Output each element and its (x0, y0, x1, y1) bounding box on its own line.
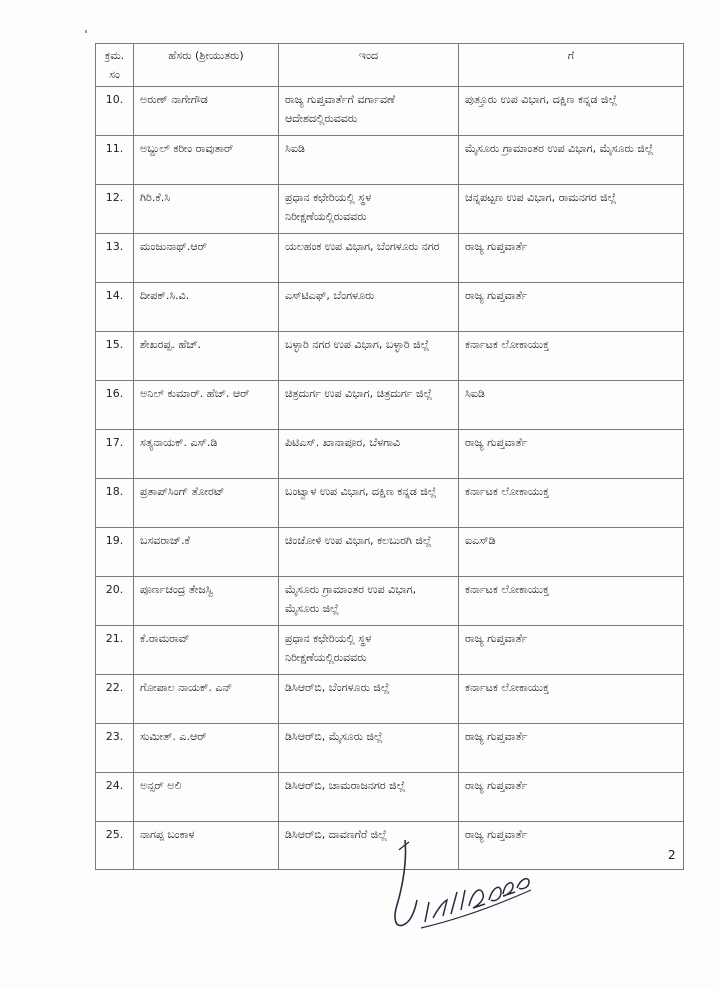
header-name: ಹೆಸರು (ಶ್ರೀಯುತರು) (134, 44, 279, 87)
cell-to: ರಾಜ್ಯ ಗುಪ್ತವಾರ್ತೆ (459, 773, 684, 822)
cell-serial: 10. (96, 87, 134, 136)
scan-mark (85, 30, 87, 33)
cell-to: ಸಿಐಡಿ (459, 381, 684, 430)
cell-serial: 15. (96, 332, 134, 381)
cell-to: ಮೈಸೂರು ಗ್ರಾಮಾಂತರ ಉಪ ವಿಭಾಗ, ಮೈಸೂರು ಜಿಲ್ಲೆ (459, 136, 684, 185)
table-row (96, 283, 684, 332)
table-row (96, 234, 684, 283)
cell-to: ಕರ್ನಾಟಕ ಲೋಕಾಯುಕ್ತ (459, 577, 684, 626)
cell-name: ಪೂರ್ಣಚಂದ್ರ ತೇಜಸ್ವಿ (134, 577, 279, 626)
table-row (96, 87, 684, 136)
cell-to: ಕರ್ನಾಟಕ ಲೋಕಾಯುಕ್ತ (459, 332, 684, 381)
cell-serial: 23. (96, 724, 134, 773)
cell-from: ಬಳ್ಳಾರಿ ನಗರ ಉಪ ವಿಭಾಗ, ಬಳ್ಳಾರಿ ಜಿಲ್ಲೆ (279, 332, 459, 381)
handwritten-signature (385, 830, 535, 940)
table-row (96, 381, 684, 430)
cell-serial: 20. (96, 577, 134, 626)
cell-from: ಮೈಸೂರು ಗ್ರಾಮಾಂತರ ಉಪ ವಿಭಾಗ, ಮೈಸೂರು ಜಿಲ್ಲೆ (279, 577, 459, 626)
cell-serial: 19. (96, 528, 134, 577)
cell-name: ಸತ್ಯನಾಯಕ್. ಎಸ್.ಡಿ (134, 430, 279, 479)
cell-serial: 22. (96, 675, 134, 724)
cell-from: ಪ್ರಧಾನ ಕಛೇರಿಯಲ್ಲಿ ಸ್ಥಳ ನಿರೀಕ್ಷಣೆಯಲ್ಲಿರುವವರು (279, 626, 459, 675)
cell-to: ರಾಜ್ಯ ಗುಪ್ತವಾರ್ತೆ (459, 724, 684, 773)
header-from: ಇಂದ (279, 44, 459, 87)
cell-from: ರಾಜ್ಯ ಗುಪ್ತವಾರ್ತೆಗೆ ವರ್ಗಾವಣೆ ಆದೇಶದಲ್ಲಿರುವವರು (279, 87, 459, 136)
cell-from: ಎಸ್‌ಟಿಎಫ್, ಬೆಂಗಳೂರು (279, 283, 459, 332)
cell-from: ಡಿಸಿಆರ್‌ಬಿ, ಮೈಸೂರು ಜಿಲ್ಲೆ (279, 724, 459, 773)
cell-name: ಕೆ.ರಾಮರಾವ್ (134, 626, 279, 675)
cell-serial: 17. (96, 430, 134, 479)
cell-name: ಶೇಖರಪ್ಪ. ಹೆಚ್. (134, 332, 279, 381)
cell-serial: 11. (96, 136, 134, 185)
cell-serial: 25. (96, 822, 134, 870)
header-serial: ಕ್ರಮ. ಸಂ (96, 44, 134, 87)
cell-serial: 12. (96, 185, 134, 234)
table-row (96, 136, 684, 185)
transfer-table (95, 43, 684, 870)
cell-to: ರಾಜ್ಯ ಗುಪ್ತವಾರ್ತೆ (459, 430, 684, 479)
table-row (96, 185, 684, 234)
cell-to: ರಾಜ್ಯ ಗುಪ್ತವಾರ್ತೆ (459, 283, 684, 332)
cell-name: ಗಿರಿ.ಕೆ.ಸಿ (134, 185, 279, 234)
cell-serial: 18. (96, 479, 134, 528)
table-row (96, 675, 684, 724)
cell-name: ಗೋಪಾಲ ನಾಯಕ್. ಎನ್ (134, 675, 279, 724)
cell-name: ಬಸವರಾಜ್.ಕೆ (134, 528, 279, 577)
table-row (96, 528, 684, 577)
cell-name: ಪ್ರತಾಪ್‌ಸಿಂಗ್ ತೋರಟ್ (134, 479, 279, 528)
cell-name: ನಾಗಪ್ಪ ಬಂಕಾಳ (134, 822, 279, 870)
cell-from: ಪಿಟಿಎಸ್. ಖಾನಾಪೂರ, ಬೆಳಗಾವಿ (279, 430, 459, 479)
cell-name: ಮಂಜುನಾಥ್.ಆರ್ (134, 234, 279, 283)
cell-from: ಡಿಸಿಆರ್‌ಬಿ, ಚಾಮರಾಜನಗರ ಜಿಲ್ಲೆ (279, 773, 459, 822)
cell-name: ಅನಿಲ್ ಕುಮಾರ್. ಹೆಚ್. ಆರ್ (134, 381, 279, 430)
cell-serial: 21. (96, 626, 134, 675)
cell-serial: 13. (96, 234, 134, 283)
cell-to: ರಾಜ್ಯ ಗುಪ್ತವಾರ್ತೆ (459, 626, 684, 675)
cell-from: ಬಂಟ್ವಾಳ ಉಪ ವಿಭಾಗ, ದಕ್ಷಿಣ ಕನ್ನಡ ಜಿಲ್ಲೆ (279, 479, 459, 528)
cell-serial: 16. (96, 381, 134, 430)
cell-name: ದೀಪಕ್.ಸಿ.ವಿ. (134, 283, 279, 332)
cell-serial: 14. (96, 283, 134, 332)
cell-from: ಡಿಸಿಆರ್‌ಬಿ, ಬೆಂಗಳೂರು ಜಿಲ್ಲೆ (279, 675, 459, 724)
table-header-row (96, 44, 684, 87)
cell-name: ಅರುಣ್ ನಾಗೇಗೌಡ (134, 87, 279, 136)
cell-to: ಕರ್ನಾಟಕ ಲೋಕಾಯುಕ್ತ (459, 479, 684, 528)
table-row (96, 626, 684, 675)
cell-from: ಸಿಐಡಿ (279, 136, 459, 185)
table-row (96, 773, 684, 822)
table-row (96, 430, 684, 479)
cell-name: ಅನ್ಸರ್ ಅಲಿ (134, 773, 279, 822)
cell-from: ಚಿಂಚೋಳಿ ಉಪ ವಿಭಾಗ, ಕಲಬುರಗಿ ಜಿಲ್ಲೆ (279, 528, 459, 577)
cell-to: ರಾಜ್ಯ ಗುಪ್ತವಾರ್ತೆ (459, 822, 684, 870)
cell-to: ಚನ್ನಪಟ್ಟಣ ಉಪ ವಿಭಾಗ, ರಾಮನಗರ ಜಿಲ್ಲೆ (459, 185, 684, 234)
cell-from: ಯಲಹಂಕ ಉಪ ವಿಭಾಗ, ಬೆಂಗಳೂರು ನಗರ (279, 234, 459, 283)
cell-to: ರಾಜ್ಯ ಗುಪ್ತವಾರ್ತೆ (459, 234, 684, 283)
cell-from: ಡಿಸಿಆರ್‌ಬಿ, ದಾವಣಗೆರೆ ಜಿಲ್ಲೆ (279, 822, 459, 870)
cell-from: ಪ್ರಧಾನ ಕಛೇರಿಯಲ್ಲಿ ಸ್ಥಳ ನಿರೀಕ್ಷಣೆಯಲ್ಲಿರುವವರು (279, 185, 459, 234)
table-row (96, 577, 684, 626)
page-number: 2 (668, 848, 676, 862)
cell-to: ಪುತ್ತೂರು ಉಪ ವಿಭಾಗ, ದಕ್ಷಿಣ ಕನ್ನಡ ಜಿಲ್ಲೆ (459, 87, 684, 136)
table-row (96, 479, 684, 528)
table-row (96, 724, 684, 773)
cell-name: ಅಬ್ದುಲ್ ಕರೀಂ ರಾವುತಾರ್ (134, 136, 279, 185)
cell-to: ಕರ್ನಾಟಕ ಲೋಕಾಯುಕ್ತ (459, 675, 684, 724)
cell-name: ಸುಮೀತ್. ಎ.ಆರ್ (134, 724, 279, 773)
table-row (96, 332, 684, 381)
cell-serial: 24. (96, 773, 134, 822)
header-to: ಗೆ (459, 44, 684, 87)
cell-to: ಐಎಸ್‌ಡಿ (459, 528, 684, 577)
cell-from: ಚಿತ್ರದುರ್ಗ ಉಪ ವಿಭಾಗ, ಚಿತ್ರದುರ್ಗ ಜಿಲ್ಲೆ (279, 381, 459, 430)
